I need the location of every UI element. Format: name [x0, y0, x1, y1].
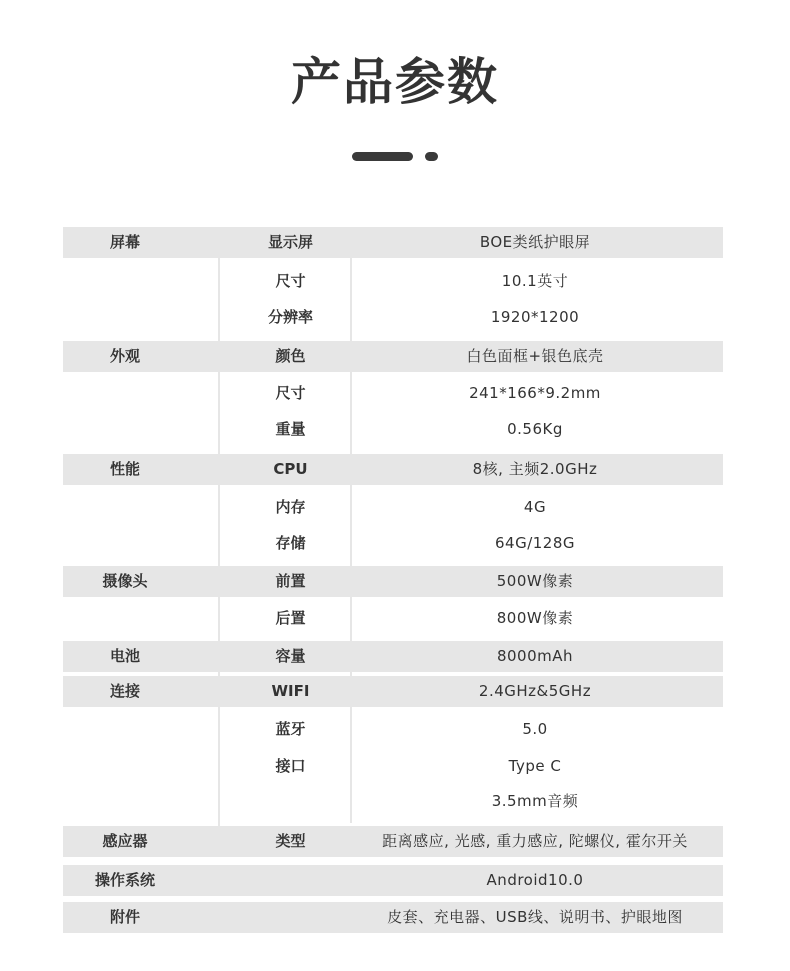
item-cell: 类型: [275, 832, 306, 850]
table-row: [63, 378, 723, 409]
category-cell: 电池: [109, 647, 140, 665]
category-cell: 操作系统: [94, 871, 155, 889]
category-cell: [63, 714, 187, 745]
table-row: [63, 676, 723, 707]
value-cell: 距离感应, 光感, 重力感应, 陀螺仪, 霍尔开关: [382, 832, 688, 850]
category-cell: 外观: [109, 347, 140, 365]
value-cell: 8核, 主频2.0GHz: [472, 460, 598, 478]
category-cell: 连接: [109, 682, 140, 700]
category-cell: [63, 302, 187, 333]
category-cell: 屏幕: [109, 233, 140, 251]
table-row: [63, 865, 723, 896]
item-cell: 重量: [275, 420, 306, 438]
value-cell: BOE类纸护眼屏: [479, 233, 591, 251]
item-cell: 尺寸: [275, 384, 306, 402]
item-cell: 蓝牙: [275, 720, 306, 738]
page-title: 产品参数: [291, 53, 499, 111]
table-row: [63, 902, 723, 933]
table-row: [63, 341, 723, 372]
category-cell: [63, 414, 187, 445]
value-cell: 白色面框+银色底壳: [466, 347, 604, 365]
value-cell: 0.56Kg: [507, 420, 563, 438]
table-row: [63, 302, 723, 333]
value-cell: 64G/128G: [494, 534, 576, 552]
item-cell: 容量: [275, 647, 306, 665]
value-cell: 3.5mm音频: [491, 792, 579, 810]
value-cell: 241*166*9.2mm: [469, 384, 601, 402]
category-cell: [63, 492, 187, 523]
item-cell: 显示屏: [267, 233, 313, 251]
item-cell: 前置: [275, 572, 306, 590]
item-cell: 颜色: [275, 347, 306, 365]
value-cell: 1920*1200: [490, 308, 580, 326]
table-row: [63, 492, 723, 523]
table-row: [63, 751, 723, 782]
item-cell: WIFI: [271, 682, 310, 700]
category-cell: 感应器: [102, 832, 148, 850]
item-cell: 接口: [275, 757, 306, 775]
value-cell: 10.1英寸: [501, 272, 569, 290]
table-row: [63, 454, 723, 485]
value-cell: 5.0: [522, 720, 548, 738]
item-cell: 后置: [275, 609, 306, 627]
item-cell: 尺寸: [275, 272, 306, 290]
value-cell: 500W像素: [496, 572, 574, 590]
value-cell: 4G: [523, 498, 547, 516]
table-row: [63, 266, 723, 297]
category-cell: [63, 378, 187, 409]
item-cell: CPU: [273, 460, 308, 478]
category-cell: 摄像头: [102, 572, 148, 590]
table-row: [63, 641, 723, 672]
item-cell: 内存: [275, 498, 306, 516]
category-cell: [63, 603, 187, 634]
table-row: [63, 414, 723, 445]
value-cell: 800W像素: [496, 609, 574, 627]
item-cell: 分辨率: [267, 308, 313, 326]
category-cell: 性能: [109, 460, 140, 478]
value-cell: Type C: [508, 757, 562, 775]
category-cell: [63, 751, 187, 782]
category-cell: 附件: [109, 908, 140, 926]
value-cell: 2.4GHz&5GHz: [478, 682, 592, 700]
category-cell: [63, 266, 187, 297]
table-row: [63, 826, 723, 857]
table-row: [63, 528, 723, 559]
table-row: [63, 786, 723, 817]
table-row: [63, 227, 723, 258]
value-cell: Android10.0: [486, 871, 584, 889]
table-row: [63, 603, 723, 634]
category-cell: [63, 786, 187, 817]
title-decoration-dot: [425, 152, 438, 161]
value-cell: 皮套、充电器、USB线、说明书、护眼地图: [387, 908, 683, 926]
item-cell: 存储: [275, 534, 306, 552]
table-row: [63, 714, 723, 745]
category-cell: [63, 528, 187, 559]
table-row: [63, 566, 723, 597]
title-decoration-bar: [352, 152, 413, 161]
value-cell: 8000mAh: [496, 647, 574, 665]
